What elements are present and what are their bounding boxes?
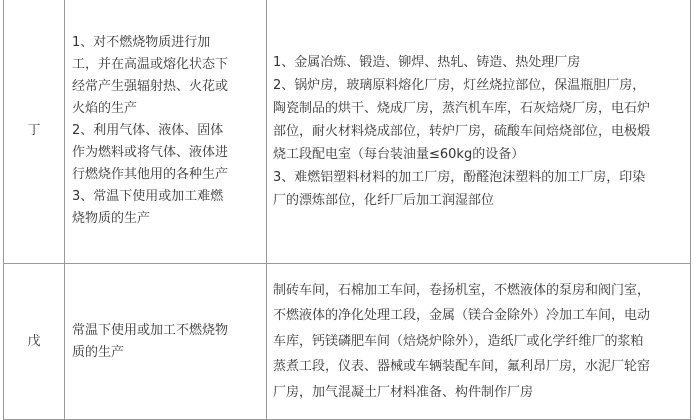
examples-line: 烧工段配电室（每台装油量≤60kg的设备） xyxy=(273,146,525,162)
examples-line: 蒸煮工段，仪表、器械或车辆装配车间，氟利昂厂房，水泥厂轮窑 xyxy=(273,359,651,375)
examples-line: 1、金属冶炼、锻造、铆焊、热轧、铸造、热处理厂房 xyxy=(273,54,581,70)
table-row-ding xyxy=(4,0,691,264)
characteristics-line: 工，并在高温或熔化状态下 xyxy=(72,57,229,72)
examples-line: 3、难燃铝塑料材料的加工厂房，酚醛泡沫塑料的加工厂房，印染 xyxy=(273,169,646,185)
examples-line: 厂的漂炼部位，化纤厂后加工润湿部位 xyxy=(273,192,495,208)
examples-line: 厂房，加气混凝土厂材料准备、构件制作厂房 xyxy=(273,384,534,400)
characteristics-line: 1、对不燃烧物质进行加 xyxy=(72,35,211,50)
characteristics-line: 作为燃料或将气体、液体进 xyxy=(72,145,229,160)
characteristics-line: 烧物质的生产 xyxy=(72,211,151,226)
characteristics-line: 2、利用气体、液体、固体 xyxy=(72,123,224,138)
table-row-wu xyxy=(4,264,691,420)
examples-line: 车库，钙镁磷肥车间（焙烧炉除外），造纸厂或化学纤维厂的浆粕 xyxy=(273,333,644,349)
examples-cell xyxy=(267,264,691,420)
category-cell: 丁 xyxy=(4,0,65,264)
examples-cell xyxy=(267,0,691,264)
examples-line: 不燃液体的净化处理工段，金属（镁合金除外）冷加工车间，电动 xyxy=(273,308,651,324)
characteristics-line: 3、常温下使用或加工难燃 xyxy=(72,189,224,204)
category-cell: 戊 xyxy=(4,264,65,420)
characteristics-cell xyxy=(65,0,267,264)
characteristics-line: 火焰的生产 xyxy=(72,101,138,116)
examples-line: 部位，耐火材料烧成部位，转炉厂房，硫酸车间焙烧部位，电极煅 xyxy=(273,123,651,139)
fire-hazard-classification-table xyxy=(3,0,691,420)
characteristics-cell xyxy=(65,264,267,420)
characteristics-line: 行燃烧作其他用的各种生产 xyxy=(72,167,229,182)
characteristics-line: 经常产生强辐射热、火花或 xyxy=(72,79,229,94)
characteristics-line: 常温下使用或加工不燃烧物 xyxy=(72,322,229,338)
examples-line: 制砖车间，石棉加工车间，卷扬机室，不燃液体的泵房和阀门室， xyxy=(273,282,651,298)
examples-line: 2、锅炉房，玻璃原料熔化厂房，灯丝烧拉部位，保温瓶胆厂房， xyxy=(273,77,646,93)
examples-line: 陶瓷制品的烘干、烧成厂房，蒸汽机车库，石灰焙烧厂房，电石炉 xyxy=(273,100,651,116)
characteristics-line: 质的生产 xyxy=(72,344,125,360)
